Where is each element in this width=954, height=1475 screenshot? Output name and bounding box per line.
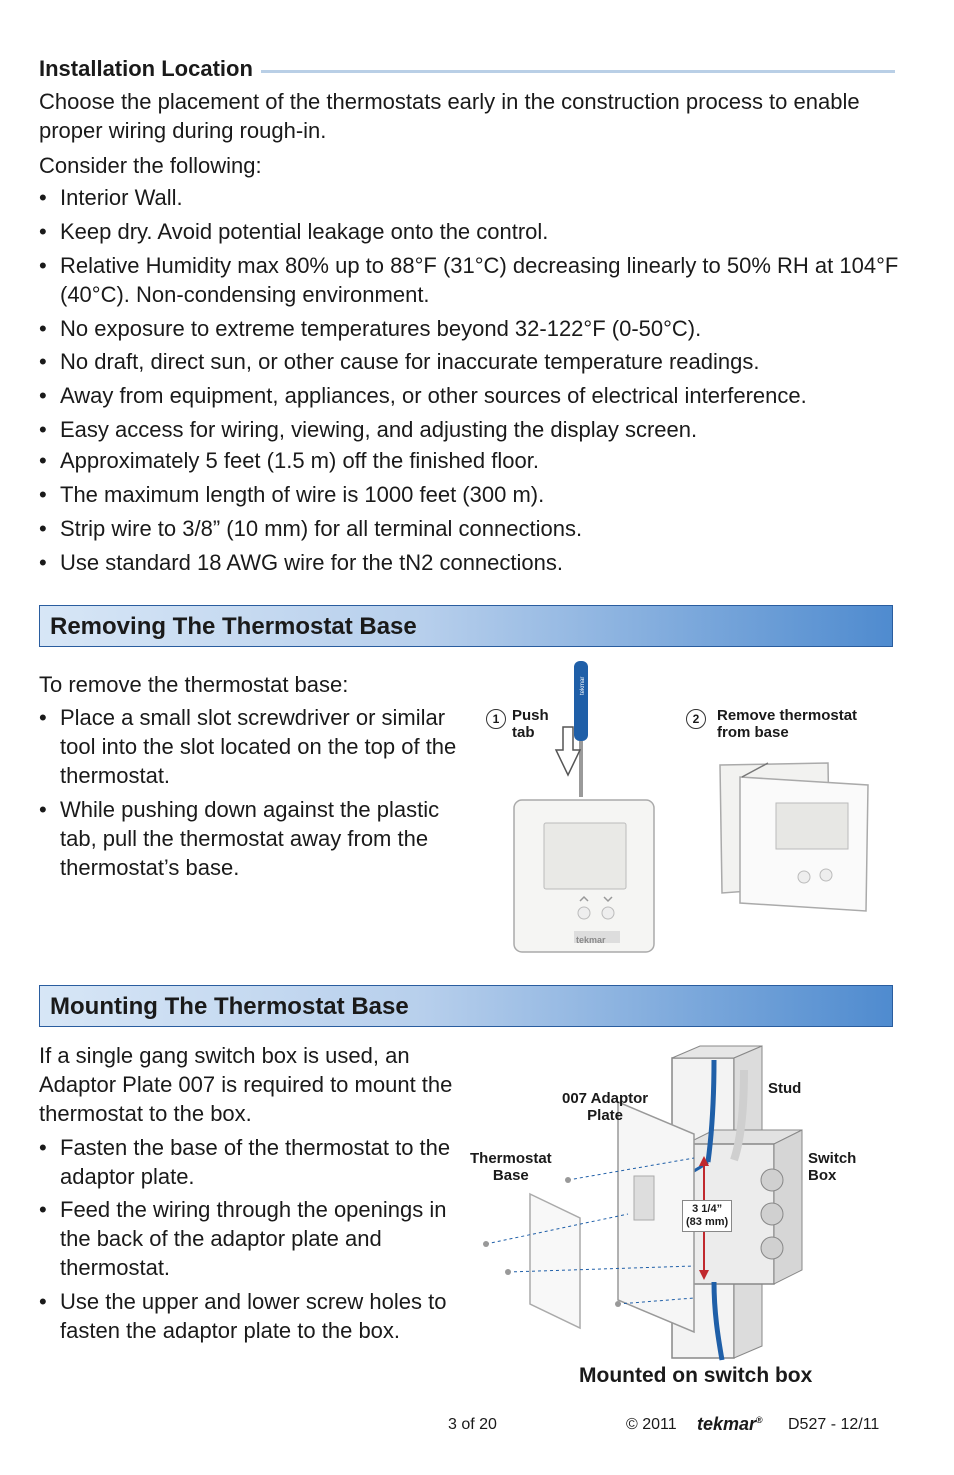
knockout-icon — [761, 1237, 783, 1259]
removing-section-banner — [39, 605, 893, 647]
thermostat-base — [530, 1194, 580, 1328]
adaptor-opening — [634, 1176, 654, 1220]
bullet-item: • Approximately 5 feet (1.5 m) off the finished floor. — [39, 446, 539, 475]
bullet-item: • Interior Wall. — [39, 183, 183, 212]
mounting-intro: If a single gang switch box is used, an Adaptor Plate 007 is required to mount the thermostat to the box. — [39, 1043, 453, 1126]
base-label-line1: Thermostat — [470, 1150, 552, 1167]
bullet-item: • Use standard 18 AWG wire for the tN2 connections. — [39, 548, 563, 577]
bullet-item: • Away from equipment, appliances, or other sources of electrical interference. — [39, 381, 807, 410]
switch-box-label — [808, 1150, 856, 1184]
thermostat-display — [544, 823, 626, 889]
copyright: © 2011 — [626, 1416, 677, 1433]
page-number: 3 of 20 — [448, 1416, 497, 1433]
dimension-label-line2: (83 mm) — [686, 1216, 729, 1228]
mounting-caption: Mounted on switch box — [579, 1364, 813, 1387]
bullet-item: • No exposure to extreme temperatures beyond 32-122°F (0-50°C). — [39, 314, 701, 343]
step-2-label — [717, 707, 857, 741]
step-1-callout — [486, 709, 506, 729]
remove-thermostat-figure — [478, 655, 898, 960]
consider-following: Consider the following: — [39, 153, 262, 178]
step-1-label — [512, 707, 549, 741]
knockout-icon — [761, 1203, 783, 1225]
installation-intro: Choose the placement of the thermostats early in the construction process to enable proper wiring during rough-in. — [39, 89, 860, 143]
bullet-item: • Easy access for wiring, viewing, and adjusting the display screen. — [39, 415, 697, 444]
up-button-icon — [798, 871, 810, 883]
step-2-label-line2: from base — [717, 724, 789, 741]
dimension-label — [682, 1200, 732, 1232]
adaptor-label-line1: 007 Adaptor — [562, 1090, 649, 1107]
document-code: D527 - 12/11 — [788, 1416, 880, 1433]
step-2-label-line1: Remove thermostat — [717, 707, 858, 724]
screwdriver-brand: tekmar — [580, 676, 586, 695]
registered-mark: ® — [756, 1415, 763, 1425]
screw-icon — [615, 1301, 621, 1307]
footer-brand-logo — [697, 1414, 763, 1435]
dimension-label-line1: 3 1/4” — [692, 1203, 723, 1215]
screw-icon — [565, 1177, 571, 1183]
footer-brand: tekmar — [697, 1414, 757, 1434]
screw-icon — [483, 1241, 489, 1247]
installation-location-heading — [39, 56, 895, 82]
mounting-section-title: Mounting The Thermostat Base — [50, 993, 409, 1020]
bullet-item: • The maximum length of wire is 1000 feet (300 m). — [39, 480, 544, 509]
down-button-icon — [820, 869, 832, 881]
bullet-item: • Fasten the base of the thermostat to the adaptor plate. — [39, 1133, 460, 1191]
thermostat-base-label — [470, 1150, 552, 1184]
base-label-line2: Base — [492, 1167, 529, 1184]
bullet-item: • Strip wire to 3/8” (10 mm) for all terminal connections. — [39, 514, 582, 543]
thermostat-brand-logo: tekmar — [576, 935, 606, 945]
removing-intro: To remove the thermostat base: — [39, 672, 349, 697]
step-1-number: 1 — [486, 709, 506, 729]
knockout-icon — [761, 1169, 783, 1191]
heading-rule — [261, 70, 895, 73]
step-2-number: 2 — [686, 709, 706, 729]
adaptor-plate-label — [562, 1090, 648, 1124]
bullet-item: • Use the upper and lower screw holes to fasten the adaptor plate to the box. — [39, 1287, 460, 1345]
box-label-line1: Switch — [808, 1150, 857, 1167]
screw-icon — [505, 1269, 511, 1275]
bullet-item: • Keep dry. Avoid potential leakage onto the control. — [39, 217, 548, 246]
installation-location-title: Installation Location — [39, 56, 253, 81]
up-button-icon — [578, 907, 590, 919]
mounting-section-banner — [39, 985, 893, 1027]
adaptor-label-line2: Plate — [587, 1107, 623, 1124]
thermostat-display-2 — [776, 803, 848, 849]
stud-label: Stud — [768, 1080, 802, 1097]
removing-section-title: Removing The Thermostat Base — [50, 613, 417, 640]
bullet-item: • Relative Humidity max 80% up to 88°F (31°C) decreasing linearly to 50% RH at 104°F (40°C). Non-condensing environment. — [39, 251, 899, 309]
mounting-figure — [468, 1042, 898, 1402]
bullet-item: • While pushing down against the plastic tab, pull the thermostat away from the thermostat’s base. — [39, 795, 460, 882]
step-2-callout — [686, 709, 706, 729]
box-label-line2: Box — [808, 1167, 837, 1184]
step-1-label-line2: tab — [512, 724, 535, 741]
step-1-label-line1: Push — [512, 707, 549, 724]
bullet-item: • No draft, direct sun, or other cause for inaccurate temperature readings. — [39, 347, 759, 376]
bullet-item: • Feed the wiring through the openings in the back of the adaptor plate and thermostat. — [39, 1195, 460, 1282]
screwdriver-handle — [574, 661, 588, 741]
down-button-icon — [602, 907, 614, 919]
remove-thermostat-illustration — [478, 655, 898, 960]
bullet-item: • Place a small slot screwdriver or similar tool into the slot located on the top of the thermostat. — [39, 703, 460, 790]
